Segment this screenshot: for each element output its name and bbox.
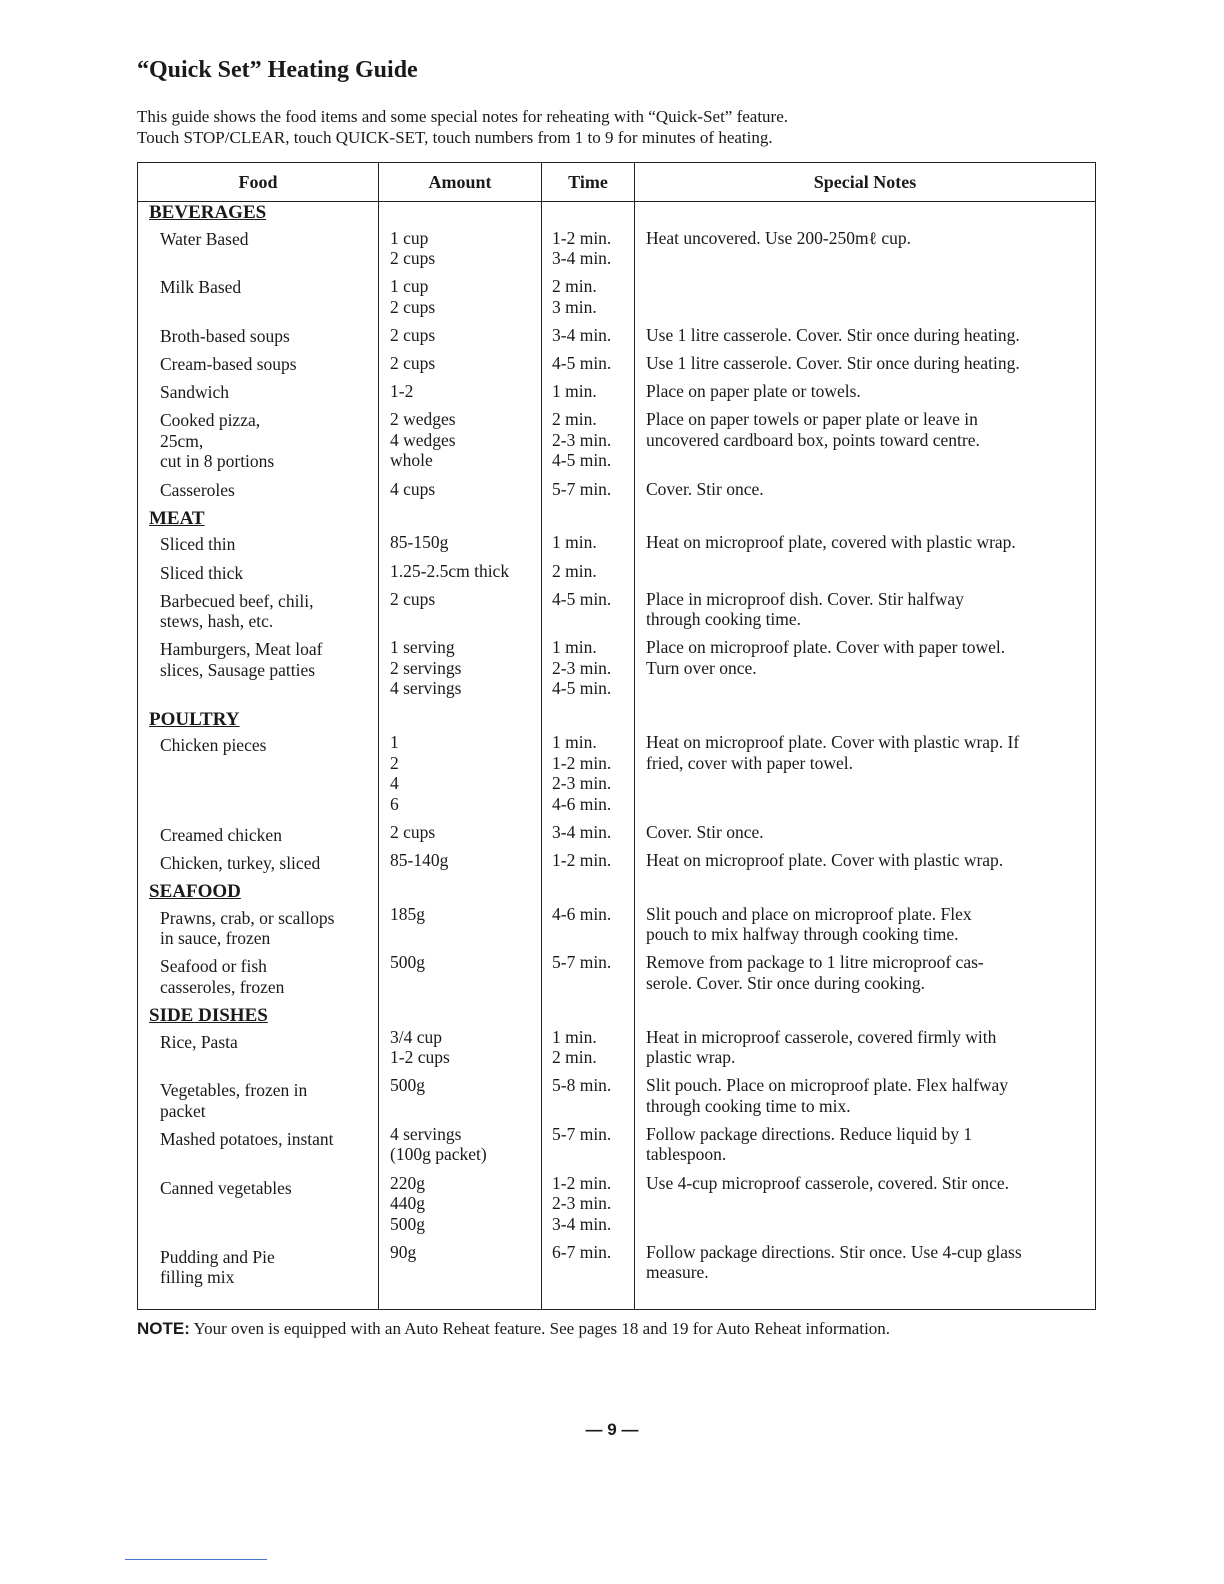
food-cell — [138, 1129, 378, 1170]
notes-cell — [635, 353, 1095, 374]
amount-text: 4 cups — [390, 478, 436, 499]
amount-cell — [379, 325, 541, 346]
note-text: Your oven is equipped with an Auto Reheat feature. See pages 18 and 19 for Auto Reheat information. — [193, 1319, 891, 1338]
spacer-line — [552, 609, 634, 630]
time-text: 1 min. — [552, 532, 597, 553]
category-label: SIDE DISHES — [149, 1005, 268, 1026]
notes-text: Heat on microproof plate. Cover with plastic wrap. If — [646, 732, 1020, 753]
notes-text: pouch to mix halfway through cooking time. — [646, 924, 959, 945]
food-text: Cooked pizza, — [160, 410, 261, 431]
food-cell — [138, 382, 378, 403]
time-text: 4-6 min. — [552, 793, 612, 814]
amount-column — [379, 202, 542, 1310]
amount-text: 2 cups — [390, 248, 436, 268]
amount-cell — [379, 589, 541, 630]
spacer-line — [160, 298, 378, 319]
intro-text — [137, 106, 788, 148]
time-text: 5-8 min. — [552, 1075, 612, 1096]
food-text: Hamburgers, Meat loaf — [160, 639, 323, 660]
spacer-line — [552, 924, 634, 945]
time-text: 2 min. — [552, 276, 597, 297]
time-cell — [542, 1075, 634, 1116]
category-label: SEAFOOD — [149, 881, 241, 903]
time-text: 5-7 min. — [552, 1123, 612, 1144]
category-spacer — [635, 707, 1095, 728]
spacer-line — [646, 561, 1095, 582]
spacer-line — [160, 680, 378, 701]
time-text: 1 min. — [552, 637, 597, 658]
amount-cell — [379, 479, 541, 500]
food-text: stews, hash, etc. — [160, 611, 274, 632]
amount-text: 1 — [390, 732, 399, 753]
amount-text: 1-2 — [390, 381, 414, 402]
time-cell — [542, 479, 634, 500]
notes-cell — [635, 561, 1095, 582]
time-cell — [542, 904, 634, 945]
notes-text: Slit pouch and place on microproof plate. Flex — [646, 903, 972, 924]
notes-text: serole. Cover. Stir once during cooking. — [646, 972, 925, 993]
amount-cell — [379, 1027, 541, 1068]
notes-text: plastic wrap. — [646, 1047, 736, 1067]
time-text: 3 min. — [552, 296, 597, 317]
notes-text: Heat on microproof plate, covered with plastic wrap. — [646, 532, 1016, 553]
notes-cell — [635, 732, 1095, 814]
spacer-line — [160, 1198, 378, 1219]
amount-text: 2 cups — [390, 324, 436, 345]
amount-text: 85-150g — [390, 532, 449, 553]
time-column — [542, 202, 635, 1310]
notes-text: Turn over once. — [646, 657, 757, 678]
notes-text: uncovered cardboard box, points toward centre. — [646, 429, 980, 450]
time-text: 3-4 min. — [552, 821, 612, 842]
amount-text: 440g — [390, 1193, 425, 1214]
time-text: 4-5 min. — [552, 588, 612, 609]
time-text: 1-2 min. — [552, 227, 612, 248]
food-text: Water Based — [160, 228, 249, 249]
notes-cell — [635, 479, 1095, 500]
notes-text: Remove from package to 1 litre microproof cas- — [646, 952, 984, 973]
food-cell — [138, 956, 378, 997]
time-cell — [542, 1242, 634, 1283]
notes-text: Place on paper plate or towels. — [646, 381, 861, 402]
category-spacer — [379, 707, 541, 728]
notes-text: Follow package directions. Reduce liquid by 1 — [646, 1123, 973, 1144]
food-cell — [138, 229, 378, 270]
time-cell — [542, 409, 634, 471]
notes-text: Follow package directions. Stir once. Use 4-cup glass — [646, 1241, 1022, 1262]
food-text: Seafood or fish — [160, 956, 267, 977]
food-cell — [138, 354, 378, 375]
food-text: slices, Sausage patties — [160, 659, 316, 680]
spacer-line — [160, 1052, 378, 1073]
food-cell — [138, 825, 378, 846]
category-label: POULTRY — [149, 708, 240, 730]
food-text: Chicken, turkey, sliced — [160, 852, 321, 873]
amount-cell — [379, 1124, 541, 1165]
time-cell — [542, 381, 634, 402]
notes-text: Heat uncovered. Use 200-250mℓ cup. — [646, 227, 911, 248]
footnote — [137, 1319, 890, 1339]
food-text: Chicken pieces — [160, 735, 267, 756]
notes-text: Use 1 litre casserole. Cover. Stir once during heating. — [646, 353, 1020, 374]
food-cell — [138, 735, 378, 817]
category-heading — [138, 709, 378, 731]
spacer-line — [552, 1144, 634, 1165]
notes-cell — [635, 952, 1095, 993]
page-number: — 9 — — [585, 1420, 639, 1439]
time-cell — [542, 732, 634, 814]
food-cell — [138, 908, 378, 949]
notes-text: tablespoon. — [646, 1144, 727, 1165]
food-text: Vegetables, frozen in — [160, 1080, 308, 1101]
time-text: 5-7 min. — [552, 478, 612, 499]
time-cell — [542, 589, 634, 630]
spacer-line — [160, 249, 378, 270]
notes-cell — [635, 850, 1095, 871]
time-text: 4-6 min. — [552, 903, 612, 924]
spacer-line — [552, 1096, 634, 1117]
spacer-line — [646, 1193, 1095, 1214]
time-cell — [542, 325, 634, 346]
notes-cell — [635, 904, 1095, 945]
notes-cell — [635, 822, 1095, 843]
header-special-notes: Special Notes — [635, 163, 1096, 202]
amount-text: 90g — [390, 1241, 417, 1262]
time-text: 4-5 min. — [552, 450, 612, 471]
food-cell — [138, 563, 378, 584]
notes-text: through cooking time. — [646, 609, 802, 630]
category-spacer — [379, 878, 541, 899]
spacer-line — [646, 773, 1095, 794]
amount-cell — [379, 532, 541, 553]
notes-text: measure. — [646, 1262, 709, 1283]
notes-text: through cooking time to mix. — [646, 1095, 851, 1116]
time-cell — [542, 1173, 634, 1235]
time-text: 1 min. — [552, 1026, 597, 1047]
category-spacer — [542, 878, 634, 899]
amount-cell — [379, 952, 541, 993]
amount-cell — [379, 637, 541, 699]
time-text: 2-3 min. — [552, 429, 612, 450]
amount-text: whole — [390, 450, 433, 471]
intro-line: This guide shows the food items and some special notes for reheating with “Quick-Set” feature. — [137, 107, 789, 126]
notes-cell — [635, 532, 1095, 553]
time-text: 1 min. — [552, 732, 597, 753]
notes-cell — [635, 325, 1095, 346]
spacer-line — [646, 450, 1095, 471]
time-text: 4-5 min. — [552, 353, 612, 374]
notes-text: Cover. Stir once. — [646, 821, 764, 842]
amount-cell — [379, 409, 541, 471]
food-text: Cream-based soups — [160, 354, 297, 375]
time-text: 1-2 min. — [552, 849, 612, 870]
category-heading — [138, 202, 378, 224]
amount-text: 3/4 cup — [390, 1026, 443, 1047]
category-spacer — [635, 1001, 1095, 1022]
spacer-line — [646, 794, 1095, 815]
time-text: 3-4 min. — [552, 324, 612, 345]
time-cell — [542, 353, 634, 374]
time-text: 4-5 min. — [552, 678, 612, 699]
food-cell — [138, 1247, 378, 1288]
amount-cell — [379, 1242, 541, 1283]
spacer-line — [646, 276, 1095, 297]
notes-text: Slit pouch. Place on microproof plate. Flex halfway — [646, 1075, 1009, 1096]
time-cell — [542, 1124, 634, 1165]
food-text: Sliced thin — [160, 534, 236, 555]
spacer-line — [646, 1214, 1095, 1235]
amount-text: 2 cups — [390, 353, 436, 374]
notes-cell — [635, 1027, 1095, 1068]
time-text: 2-3 min. — [552, 657, 612, 678]
time-text: 2 min. — [552, 409, 597, 430]
amount-text: 4 servings — [390, 1123, 462, 1144]
food-text: Canned vegetables — [160, 1177, 292, 1198]
food-cell — [138, 277, 378, 318]
amount-text: 1.25-2.5cm thick — [390, 560, 510, 581]
amount-text: 1 cup — [390, 227, 429, 248]
notes-text: Place on microproof plate. Cover with paper towel. — [646, 637, 1006, 658]
food-text: Pudding and Pie — [160, 1246, 275, 1267]
amount-text: 2 servings — [390, 657, 462, 678]
amount-text: 2 wedges — [390, 409, 456, 430]
time-cell — [542, 1027, 634, 1068]
food-cell — [138, 639, 378, 701]
intro-line: Touch STOP/CLEAR, touch QUICK-SET, touch numbers from 1 to 9 for minutes of heating. — [137, 128, 773, 147]
notes-cell — [635, 589, 1095, 630]
time-cell — [542, 952, 634, 993]
amount-cell — [379, 228, 541, 269]
notes-text: Use 1 litre casserole. Cover. Stir once during heating. — [646, 324, 1020, 345]
food-text: filling mix — [160, 1267, 235, 1288]
time-cell — [542, 822, 634, 843]
food-cell — [138, 1032, 378, 1073]
time-text: 1-2 min. — [552, 752, 612, 773]
category-label: BEVERAGES — [149, 202, 267, 223]
amount-cell — [379, 1075, 541, 1116]
table-header-row — [138, 163, 1096, 202]
food-cell — [138, 1080, 378, 1121]
amount-text: 1-2 cups — [390, 1047, 450, 1067]
time-cell — [542, 532, 634, 553]
time-cell — [542, 637, 634, 699]
category-heading — [138, 1005, 378, 1027]
time-text: 3-4 min. — [552, 1213, 612, 1234]
amount-text: 2 — [390, 752, 399, 773]
note-label: NOTE: — [137, 1319, 190, 1338]
notes-text: Cover. Stir once. — [646, 478, 764, 499]
time-cell — [542, 561, 634, 582]
amount-cell — [379, 904, 541, 945]
category-heading — [138, 881, 378, 903]
notes-cell — [635, 1124, 1095, 1165]
category-label: MEAT — [149, 507, 205, 529]
amount-cell — [379, 732, 541, 814]
amount-text: (100g packet) — [390, 1144, 487, 1165]
spacer-line — [390, 609, 541, 630]
food-cell — [138, 480, 378, 501]
category-spacer — [635, 202, 1095, 223]
food-text: Prawns, crab, or scallops — [160, 907, 335, 928]
notes-text: Place in microproof dish. Cover. Stir halfway — [646, 588, 964, 609]
food-cell — [138, 534, 378, 555]
amount-cell — [379, 1173, 541, 1235]
amount-text: 2 cups — [390, 588, 436, 609]
food-text: Barbecued beef, chili, — [160, 590, 314, 611]
amount-text: 2 cups — [390, 821, 436, 842]
time-cell — [542, 228, 634, 269]
amount-text: 1 serving — [390, 637, 455, 658]
header-amount: Amount — [379, 163, 542, 202]
time-text: 5-7 min. — [552, 952, 612, 973]
table-body-row — [138, 202, 1096, 1310]
spacer-line — [160, 1149, 378, 1170]
amount-text: 2 cups — [390, 296, 436, 317]
spacer-line — [646, 248, 1095, 269]
amount-text: 1 cup — [390, 276, 429, 297]
notes-cell — [635, 409, 1095, 471]
food-text: 25cm, — [160, 430, 204, 451]
amount-cell — [379, 850, 541, 871]
time-text: 3-4 min. — [552, 248, 612, 268]
spacer-line — [160, 756, 378, 777]
notes-cell — [635, 276, 1095, 317]
amount-text: 500g — [390, 1213, 425, 1234]
notes-cell — [635, 1075, 1095, 1116]
food-cell — [138, 591, 378, 632]
food-text: Creamed chicken — [160, 824, 282, 845]
notes-cell — [635, 1173, 1095, 1235]
food-text: packet — [160, 1100, 206, 1121]
time-cell — [542, 276, 634, 317]
notes-cell — [635, 637, 1095, 699]
notes-cell — [635, 1242, 1095, 1283]
food-cell — [138, 326, 378, 347]
spacer-line — [160, 776, 378, 797]
spacer-line — [160, 797, 378, 818]
spacer-line — [160, 1219, 378, 1240]
notes-text: Heat on microproof plate. Cover with plastic wrap. — [646, 849, 1004, 870]
spacer-line — [552, 1262, 634, 1283]
amount-text: 185g — [390, 903, 425, 924]
amount-cell — [379, 381, 541, 402]
spacer-line — [552, 973, 634, 994]
amount-cell — [379, 561, 541, 582]
food-cell — [138, 853, 378, 874]
food-column — [138, 202, 379, 1310]
food-text: Casseroles — [160, 479, 235, 500]
amount-text: 4 servings — [390, 678, 462, 699]
amount-text: 500g — [390, 952, 425, 973]
notes-text: Heat in microproof casserole, covered firmly with — [646, 1026, 997, 1047]
divider — [125, 1559, 267, 1560]
time-text: 1-2 min. — [552, 1172, 612, 1193]
time-text: 2-3 min. — [552, 773, 612, 794]
spacer-line — [390, 973, 541, 994]
amount-text: 500g — [390, 1075, 425, 1096]
food-text: Sliced thick — [160, 562, 244, 583]
category-spacer — [542, 202, 634, 223]
food-cell — [138, 410, 378, 472]
category-spacer — [379, 1001, 541, 1022]
time-text: 2 min. — [552, 560, 597, 581]
food-text: in sauce, frozen — [160, 928, 271, 949]
time-text: 2-3 min. — [552, 1193, 612, 1214]
category-spacer — [542, 507, 634, 528]
category-spacer — [542, 707, 634, 728]
amount-text: 4 — [390, 773, 399, 794]
page-title: “Quick Set” Heating Guide — [137, 57, 418, 83]
food-text: casseroles, frozen — [160, 976, 285, 997]
amount-text: 220g — [390, 1172, 425, 1193]
food-cell — [138, 1178, 378, 1240]
spacer-line — [646, 297, 1095, 318]
time-text: 1 min. — [552, 381, 597, 402]
spacer-line — [646, 678, 1095, 699]
food-text: Sandwich — [160, 382, 230, 403]
spacer-line — [390, 1262, 541, 1283]
amount-text: 85-140g — [390, 849, 449, 870]
header-food: Food — [138, 163, 379, 202]
category-spacer — [379, 507, 541, 528]
time-text: 2 min. — [552, 1047, 597, 1067]
notes-text: Use 4-cup microproof casserole, covered. Stir once. — [646, 1172, 1009, 1193]
notes-cell — [635, 228, 1095, 269]
food-text: Milk Based — [160, 277, 242, 298]
amount-cell — [379, 353, 541, 374]
amount-cell — [379, 276, 541, 317]
amount-cell — [379, 822, 541, 843]
heating-guide-table — [137, 162, 1096, 1310]
notes-text: Place on paper towels or paper plate or leave in — [646, 409, 978, 430]
time-text: 6-7 min. — [552, 1241, 612, 1262]
food-text: cut in 8 portions — [160, 451, 275, 472]
food-text: Rice, Pasta — [160, 1031, 238, 1052]
category-spacer — [635, 878, 1095, 899]
food-text: Broth-based soups — [160, 325, 290, 346]
amount-text: 6 — [390, 793, 399, 814]
header-time: Time — [542, 163, 635, 202]
notes-column — [635, 202, 1096, 1310]
category-heading — [138, 508, 378, 530]
spacer-line — [390, 1096, 541, 1117]
notes-cell — [635, 381, 1095, 402]
amount-text: 4 wedges — [390, 429, 456, 450]
category-spacer — [542, 1001, 634, 1022]
notes-text: fried, cover with paper towel. — [646, 752, 854, 773]
category-spacer — [379, 202, 541, 223]
food-text: Mashed potatoes, instant — [160, 1128, 334, 1149]
category-spacer — [635, 507, 1095, 528]
spacer-line — [390, 924, 541, 945]
time-cell — [542, 850, 634, 871]
